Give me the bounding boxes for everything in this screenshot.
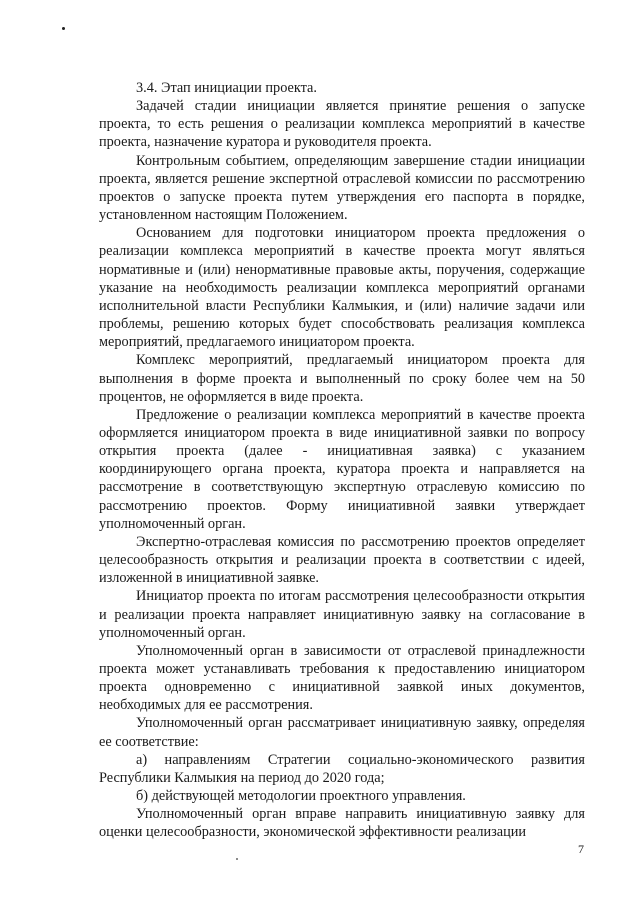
paragraph: Уполномоченный орган в зависимости от отраслевой принадлежности проекта может устанавливать требования к предоставлению инициатором проекта одновременно с инициативной заявкой иных документов, необходимых для ее рассмотрения. <box>99 642 585 714</box>
paragraph: Инициатор проекта по итогам рассмотрения целесообразности открытия и реализации проекта направляет инициативную заявку на согласование в уполномоченный орган. <box>99 588 585 641</box>
paragraph: Предложение о реализации комплекса мероприятий в качестве проекта оформляется инициатором проекта в виде инициативной заявки по вопросу открытия проекта (далее - инициативная заявка) с указанием координирующего органа проекта, куратора проекта и направляется на рассмотрение в соответствующую экспертную отраслевую комиссию по рассмотрению проектов. Форму инициативной заявки утверждает уполномоченный орган. <box>99 406 585 532</box>
list-item: б) действующей методологии проектного управления. <box>136 788 466 805</box>
paragraph: Контрольным событием, определяющим завершение стадии инициации проекта, является решение экспертной отраслевой комиссии по рассмотрению проектов о запуске проекта путем утверждения его паспорта в порядке, установленном настоящим Положением. <box>99 152 585 224</box>
scan-speck <box>236 858 238 860</box>
paragraph: Экспертно-отраслевая комиссия по рассмотрению проектов определяет целесообразность открытия и реализации проекта в соответствии с идеей, изложенной в инициативной заявке. <box>99 533 585 587</box>
paragraph: Уполномоченный орган рассматривает инициативную заявку, определяя ее соответствие: <box>99 715 585 750</box>
section-heading: 3.4. Этап инициации проекта. <box>136 80 317 96</box>
paragraph: Комплекс мероприятий, предлагаемый инициатором проекта для выполнения в форме проекта и выполненный по сроку более чем на 50 процентов, не оформляется в виде проекта. <box>99 352 585 405</box>
paragraph: Задачей стадии инициации является принятие решения о запуске проекта, то есть решения о реализации комплекса мероприятий в качестве проекта, назначение куратора и руководителя проекта. <box>99 98 585 151</box>
paragraph: Уполномоченный орган вправе направить инициативную заявку для оценки целесообразности, экономической эффективности реализации <box>99 806 585 841</box>
page-number: 7 <box>578 842 584 856</box>
list-item: а) направлениям Стратегии социально-экономического развития Республики Калмыкия на период до 2020 года; <box>99 751 585 786</box>
scan-speck <box>62 27 65 30</box>
document-body <box>99 79 585 842</box>
paragraph: Основанием для подготовки инициатором проекта предложения о реализации комплекса мероприятий в качестве проекта могут являться нормативные и (или) ненормативные правовые акты, поручения, содержащие указание на необходимость реализации комплекса мероприятий органами исполнительной власти Республики Калмыкия, и (или) наличие задачи или проблемы, решению которых будет способствовать реализация комплекса мероприятий, предлагаемого инициатором проекта. <box>99 225 585 351</box>
